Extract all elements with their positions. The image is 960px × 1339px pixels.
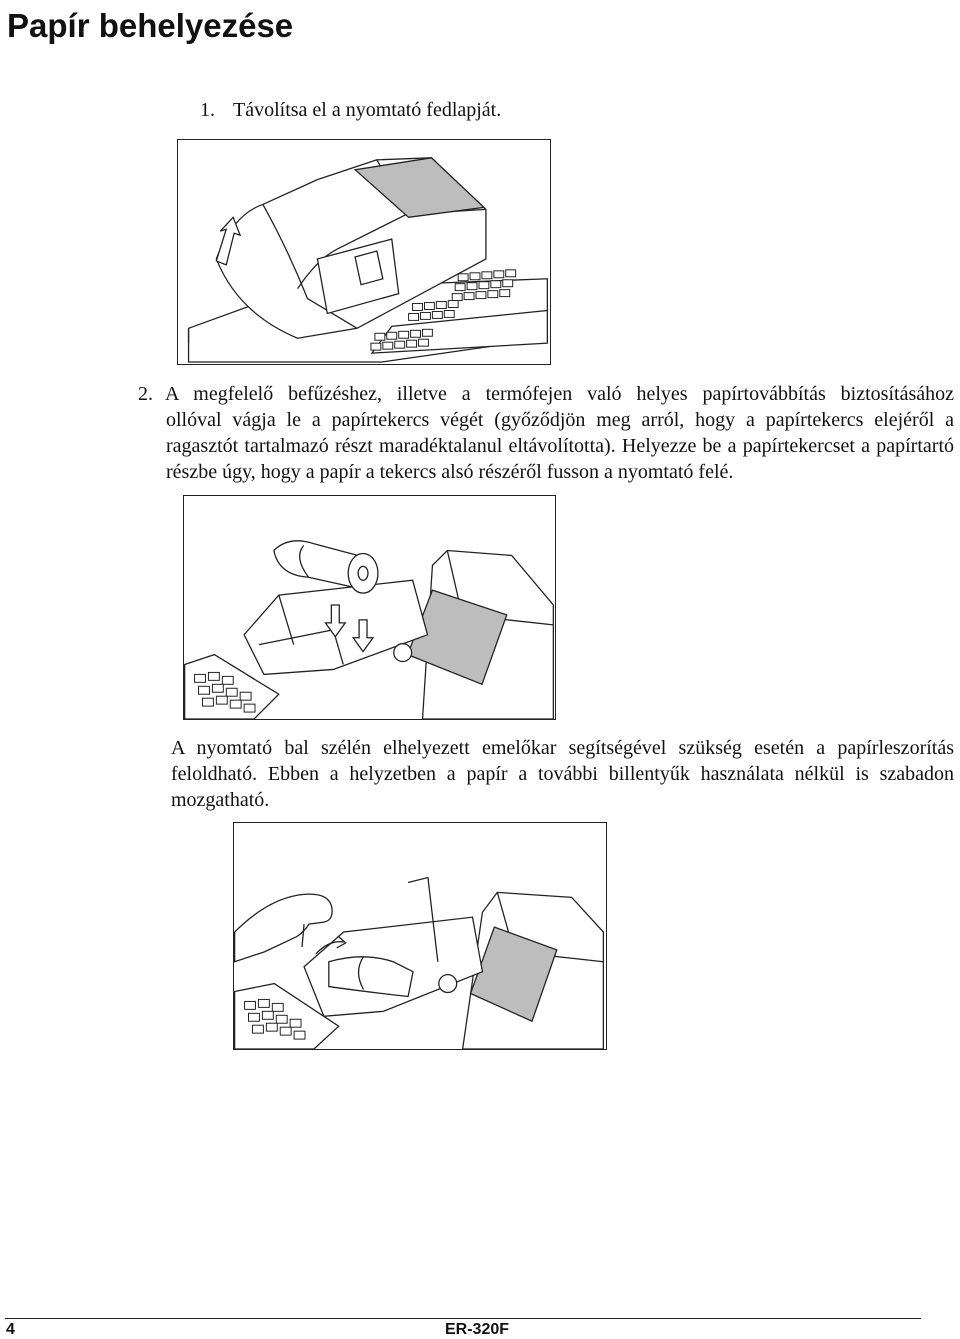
step-2-number: 2. bbox=[138, 383, 153, 405]
step-1 bbox=[200, 97, 501, 123]
step-2-first-line: A megfelelő befűzéshez, illetve a termófejen való helyes papírtovábbítás biztosításához bbox=[165, 383, 954, 405]
paper-roll-illustration bbox=[184, 496, 555, 719]
figure-cover-removal bbox=[177, 139, 551, 365]
step-2 bbox=[138, 381, 954, 485]
release-lever-note: A nyomtató bal szélén elhelyezett emelőkar segítségével szükség esetén a papírleszorítás feloldható. Ebben a helyzetben a papír a további billentyűk használata nélkül is szabadon mozgatható. bbox=[171, 737, 954, 811]
page-title: Papír behelyezése bbox=[7, 7, 294, 44]
step-2-text: ollóval vágja le a papírtekercs végét (győződjön meg arról, hogy a papírtekercs elejéről a ragasztót tartalmazó részt maradéktalanul eltávolította). Helyezze be a papírtekercset a papírtartó részbe úgy, hogy a papír a tekercs alsó részéről fusson a nyomtató felé. bbox=[166, 409, 954, 483]
figure-release-lever bbox=[233, 822, 607, 1050]
cash-register-illustration bbox=[178, 140, 550, 364]
release-lever-illustration bbox=[234, 823, 606, 1049]
step-1-number: 1. bbox=[200, 99, 215, 121]
model-name: ER-320F bbox=[445, 1321, 510, 1338]
page-number: 4 bbox=[6, 1321, 15, 1338]
figure-paper-roll-insertion bbox=[183, 495, 556, 720]
footer-divider bbox=[5, 1318, 921, 1319]
step-1-text: Távolítsa el a nyomtató fedlapját. bbox=[233, 99, 502, 121]
